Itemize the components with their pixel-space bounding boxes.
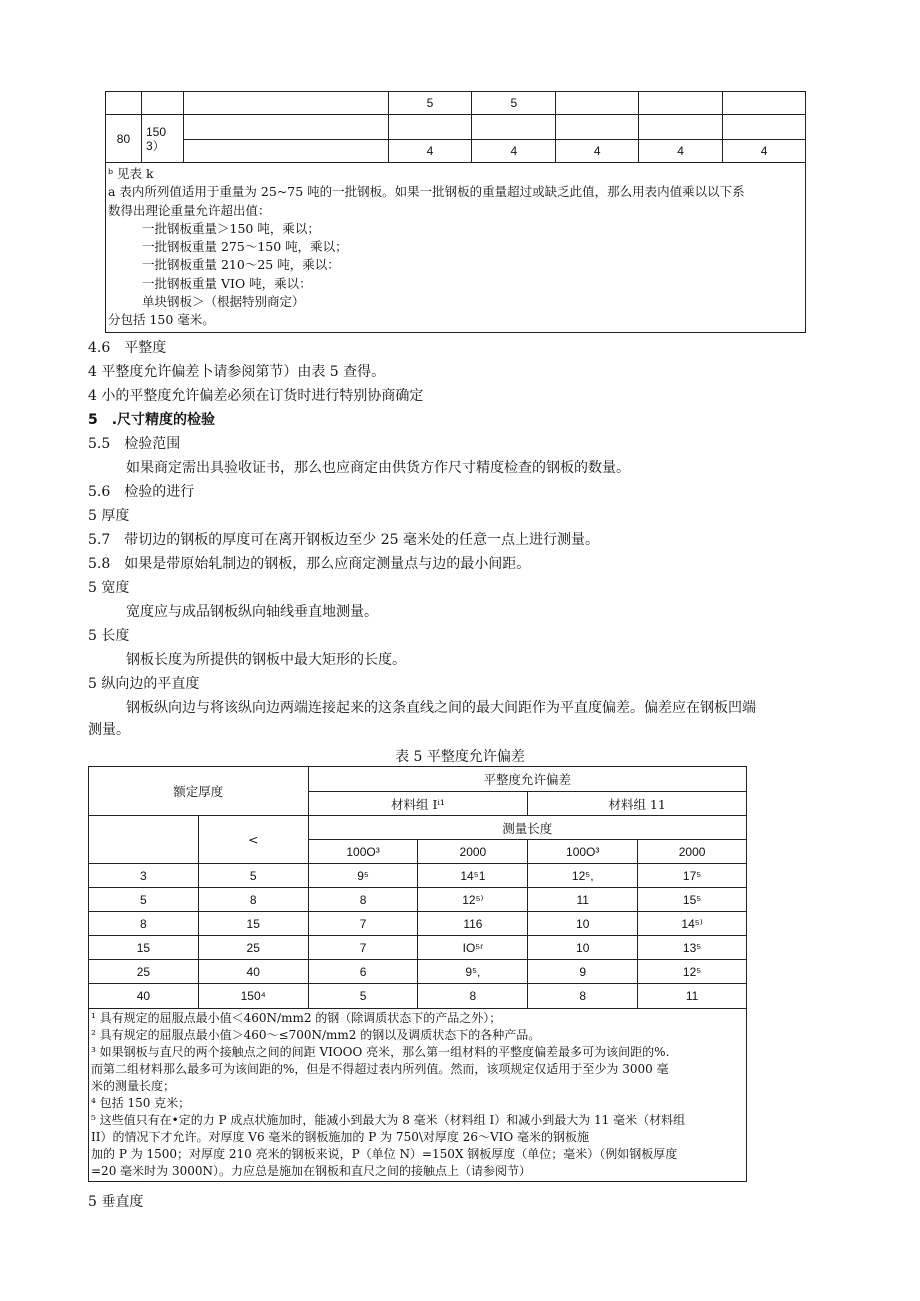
table-caption: 表 5 平整度允许偏差 — [395, 749, 525, 765]
cell: 3 — [89, 864, 199, 888]
header-cell: 额定厚度 — [89, 767, 309, 816]
cell: 25 — [198, 936, 308, 960]
note-line: II）的情况下才允许。对厚度 V6 毫米的钢板施加的 P 为 750\对厚度 26～VIO 毫米的钢板施 — [91, 1130, 590, 1144]
cell: 5 — [308, 984, 418, 1009]
cell — [639, 92, 723, 115]
cell — [723, 92, 806, 115]
section-heading: 5 厚度 — [88, 508, 130, 524]
cell: 15 — [198, 912, 308, 936]
cell: 17⁵ — [638, 864, 747, 888]
cell — [183, 92, 388, 115]
note-line: 数得出理论重量允许超出值： — [108, 202, 271, 218]
cell: 13⁵ — [638, 936, 747, 960]
cell: 5 — [198, 864, 308, 888]
section-heading: 4.6 平整度 — [88, 340, 167, 356]
cell: 5 — [89, 888, 199, 912]
cell: 150 3） — [141, 115, 183, 163]
cell: 11 — [638, 984, 747, 1009]
cell: 4 — [723, 140, 806, 163]
cell: 4 — [556, 140, 639, 163]
section-heading: 5 垂直度 — [88, 1194, 144, 1210]
cell — [556, 92, 639, 115]
header-cell: 2000 — [418, 840, 528, 864]
header-cell — [89, 816, 199, 864]
cell — [183, 115, 388, 140]
cell: 6 — [308, 960, 418, 984]
cell: 4 — [639, 140, 723, 163]
cell: 40 — [198, 960, 308, 984]
cell: 8 — [89, 912, 199, 936]
section-heading: 5 长度 — [88, 628, 130, 644]
paragraph: 钢板长度为所提供的钢板中最大矩形的长度。 — [126, 652, 406, 668]
note-line: 一批钢板重量 210～25 吨，乘以： — [142, 257, 340, 273]
cell: 7 — [308, 912, 418, 936]
header-cell: 材料组 Iⁱ¹ — [308, 792, 528, 816]
note-line: 加的 P 为 1500；对厚度 210 亮米的钢板来说，P（单位 N）=150X 钢板厚度（单位；毫米）（例如钢板厚度 — [91, 1147, 678, 1161]
paragraph: 5.7 带切边的钢板的厚度可在离开钢板边至少 25 毫米处的任意一点上进行测量。 — [88, 532, 599, 548]
table-row — [89, 888, 747, 912]
section-heading: 5 宽度 — [88, 580, 130, 596]
note-line: ᵇ 见表 k — [108, 166, 154, 181]
header-cell: 平整度允许偏差 — [308, 767, 746, 792]
cell: 9⁵, — [418, 960, 528, 984]
table-row — [89, 960, 747, 984]
paragraph: 4 小的平整度允许偏差必须在订货时进行特别协商确定 — [88, 388, 424, 404]
cell: 5 — [472, 92, 556, 115]
cell: 12⁵ — [638, 960, 747, 984]
cell — [639, 115, 723, 140]
cell: 14⁵1 — [418, 864, 528, 888]
cell — [183, 140, 388, 163]
paragraph: 测量。 — [88, 722, 130, 738]
cell: 12⁵⁾ — [418, 888, 528, 912]
table-row — [89, 912, 747, 936]
header-cell: 100O³ — [528, 840, 638, 864]
paragraph: 宽度应与成品钢板纵向轴线垂直地测量。 — [126, 604, 378, 620]
weight-tolerance-table — [105, 91, 806, 333]
cell: 8 — [418, 984, 528, 1009]
table-notes — [106, 163, 806, 333]
cell: IO⁵ʳ — [418, 936, 528, 960]
cell — [388, 115, 472, 140]
header-cell: < — [198, 816, 308, 864]
note-line: 米的测量长度； — [91, 1079, 176, 1093]
cell — [106, 92, 142, 115]
flatness-tolerance-table — [88, 766, 747, 1182]
header-cell: 测量长度 — [308, 816, 746, 840]
section-heading: 5 .尺寸精度的检验 — [88, 412, 216, 428]
cell — [723, 115, 806, 140]
table-row — [89, 936, 747, 960]
note-line: ² 具有规定的屈服点最小值＞460～≤700N∕mm2 的钢以及调质状态下的各种产品。 — [91, 1028, 541, 1042]
cell: 12⁵, — [528, 864, 638, 888]
cell: 15 — [89, 936, 199, 960]
header-cell: 2000 — [638, 840, 747, 864]
cell: 8 — [308, 888, 418, 912]
cell: 25 — [89, 960, 199, 984]
section-heading: 5.6 检验的进行 — [88, 484, 195, 500]
cell: 116 — [418, 912, 528, 936]
cell — [556, 115, 639, 140]
table-row — [89, 984, 747, 1009]
table-notes — [89, 1009, 747, 1182]
cell: 11 — [528, 888, 638, 912]
cell: 5 — [388, 92, 472, 115]
cell — [141, 92, 183, 115]
cell: 15⁵ — [638, 888, 747, 912]
cell: 7 — [308, 936, 418, 960]
cell: 9 — [528, 960, 638, 984]
cell: 4 — [388, 140, 472, 163]
cell: 4 — [472, 140, 556, 163]
note-line: 一批钢板重量 275～150 吨，乘以； — [142, 239, 348, 255]
cell: 40 — [89, 984, 199, 1009]
section-heading: 5.5 检验范围 — [88, 436, 181, 452]
note-line: 分包括 150 毫米。 — [108, 312, 215, 328]
note-line: ⁵ 这些值只有在•定的力 P 成点状施加时，能减小到最大为 8 毫米（材料组 I）和减小到最大为 11 毫米（材料组 — [91, 1113, 686, 1127]
note-line: 单块钢板＞（根据特别商定） — [142, 294, 305, 310]
note-line: ¹ 具有规定的屈服点最小值＜460N∕mm2 的钢（除调质状态下的产品之外）； — [91, 1011, 502, 1025]
note-line: =20 毫米时为 3000N）。力应总是施加在钢板和直尺之间的接触点上（请参阅节） — [91, 1164, 531, 1178]
paragraph: 如果商定需出具验收证书，那么也应商定由供货方作尺寸精度检查的钢板的数量。 — [126, 460, 630, 476]
note-line: 而第二组材料那么最多可为该间距的%，但是不得超过表内所列值。然而，该项规定仅适用于至少为 3000 毫 — [91, 1062, 669, 1076]
paragraph: 钢板纵向边与将该纵向边两端连接起来的这条直线之间的最大间距作为平直度偏差。偏差应在钢板凹端 — [126, 700, 756, 716]
cell: 14⁵⁾ — [638, 912, 747, 936]
paragraph: 4 平整度允许偏差卜请参阅第节）由表 5 查得。 — [88, 364, 386, 380]
section-heading: 5 纵向边的平直度 — [88, 676, 200, 692]
cell: 80 — [106, 115, 142, 163]
note-line: a 表内所列值适用于重量为 25~75 吨的一批钢板。如果一批钢板的重量超过或缺乏此值，那么用表内值乘以以下系 — [108, 184, 745, 200]
cell: 9⁵ — [308, 864, 418, 888]
table-row — [89, 864, 747, 888]
note-line: 一批钢板重量 VIO 吨，乘以： — [142, 275, 312, 291]
paragraph: 5.8 如果是带原始轧制边的钢板，那么应商定测量点与边的最小间距。 — [88, 556, 531, 572]
note-line: ⁴ 包括 150 克米； — [91, 1096, 191, 1110]
note-line: ³ 如果钢板与直尺的两个接触点之间的间距 VIOOO 亮米，那么第一组材料的平整度偏差最多可为该间距的%. — [91, 1045, 670, 1059]
cell: 8 — [198, 888, 308, 912]
cell: 10 — [528, 912, 638, 936]
cell: 150⁴ — [198, 984, 308, 1009]
note-line: 一批钢板重量＞150 吨，乘以； — [142, 220, 320, 236]
header-cell: 材料组 11 — [528, 792, 747, 816]
header-cell: 100O³ — [308, 840, 418, 864]
cell: 10 — [528, 936, 638, 960]
cell — [472, 115, 556, 140]
cell: 8 — [528, 984, 638, 1009]
